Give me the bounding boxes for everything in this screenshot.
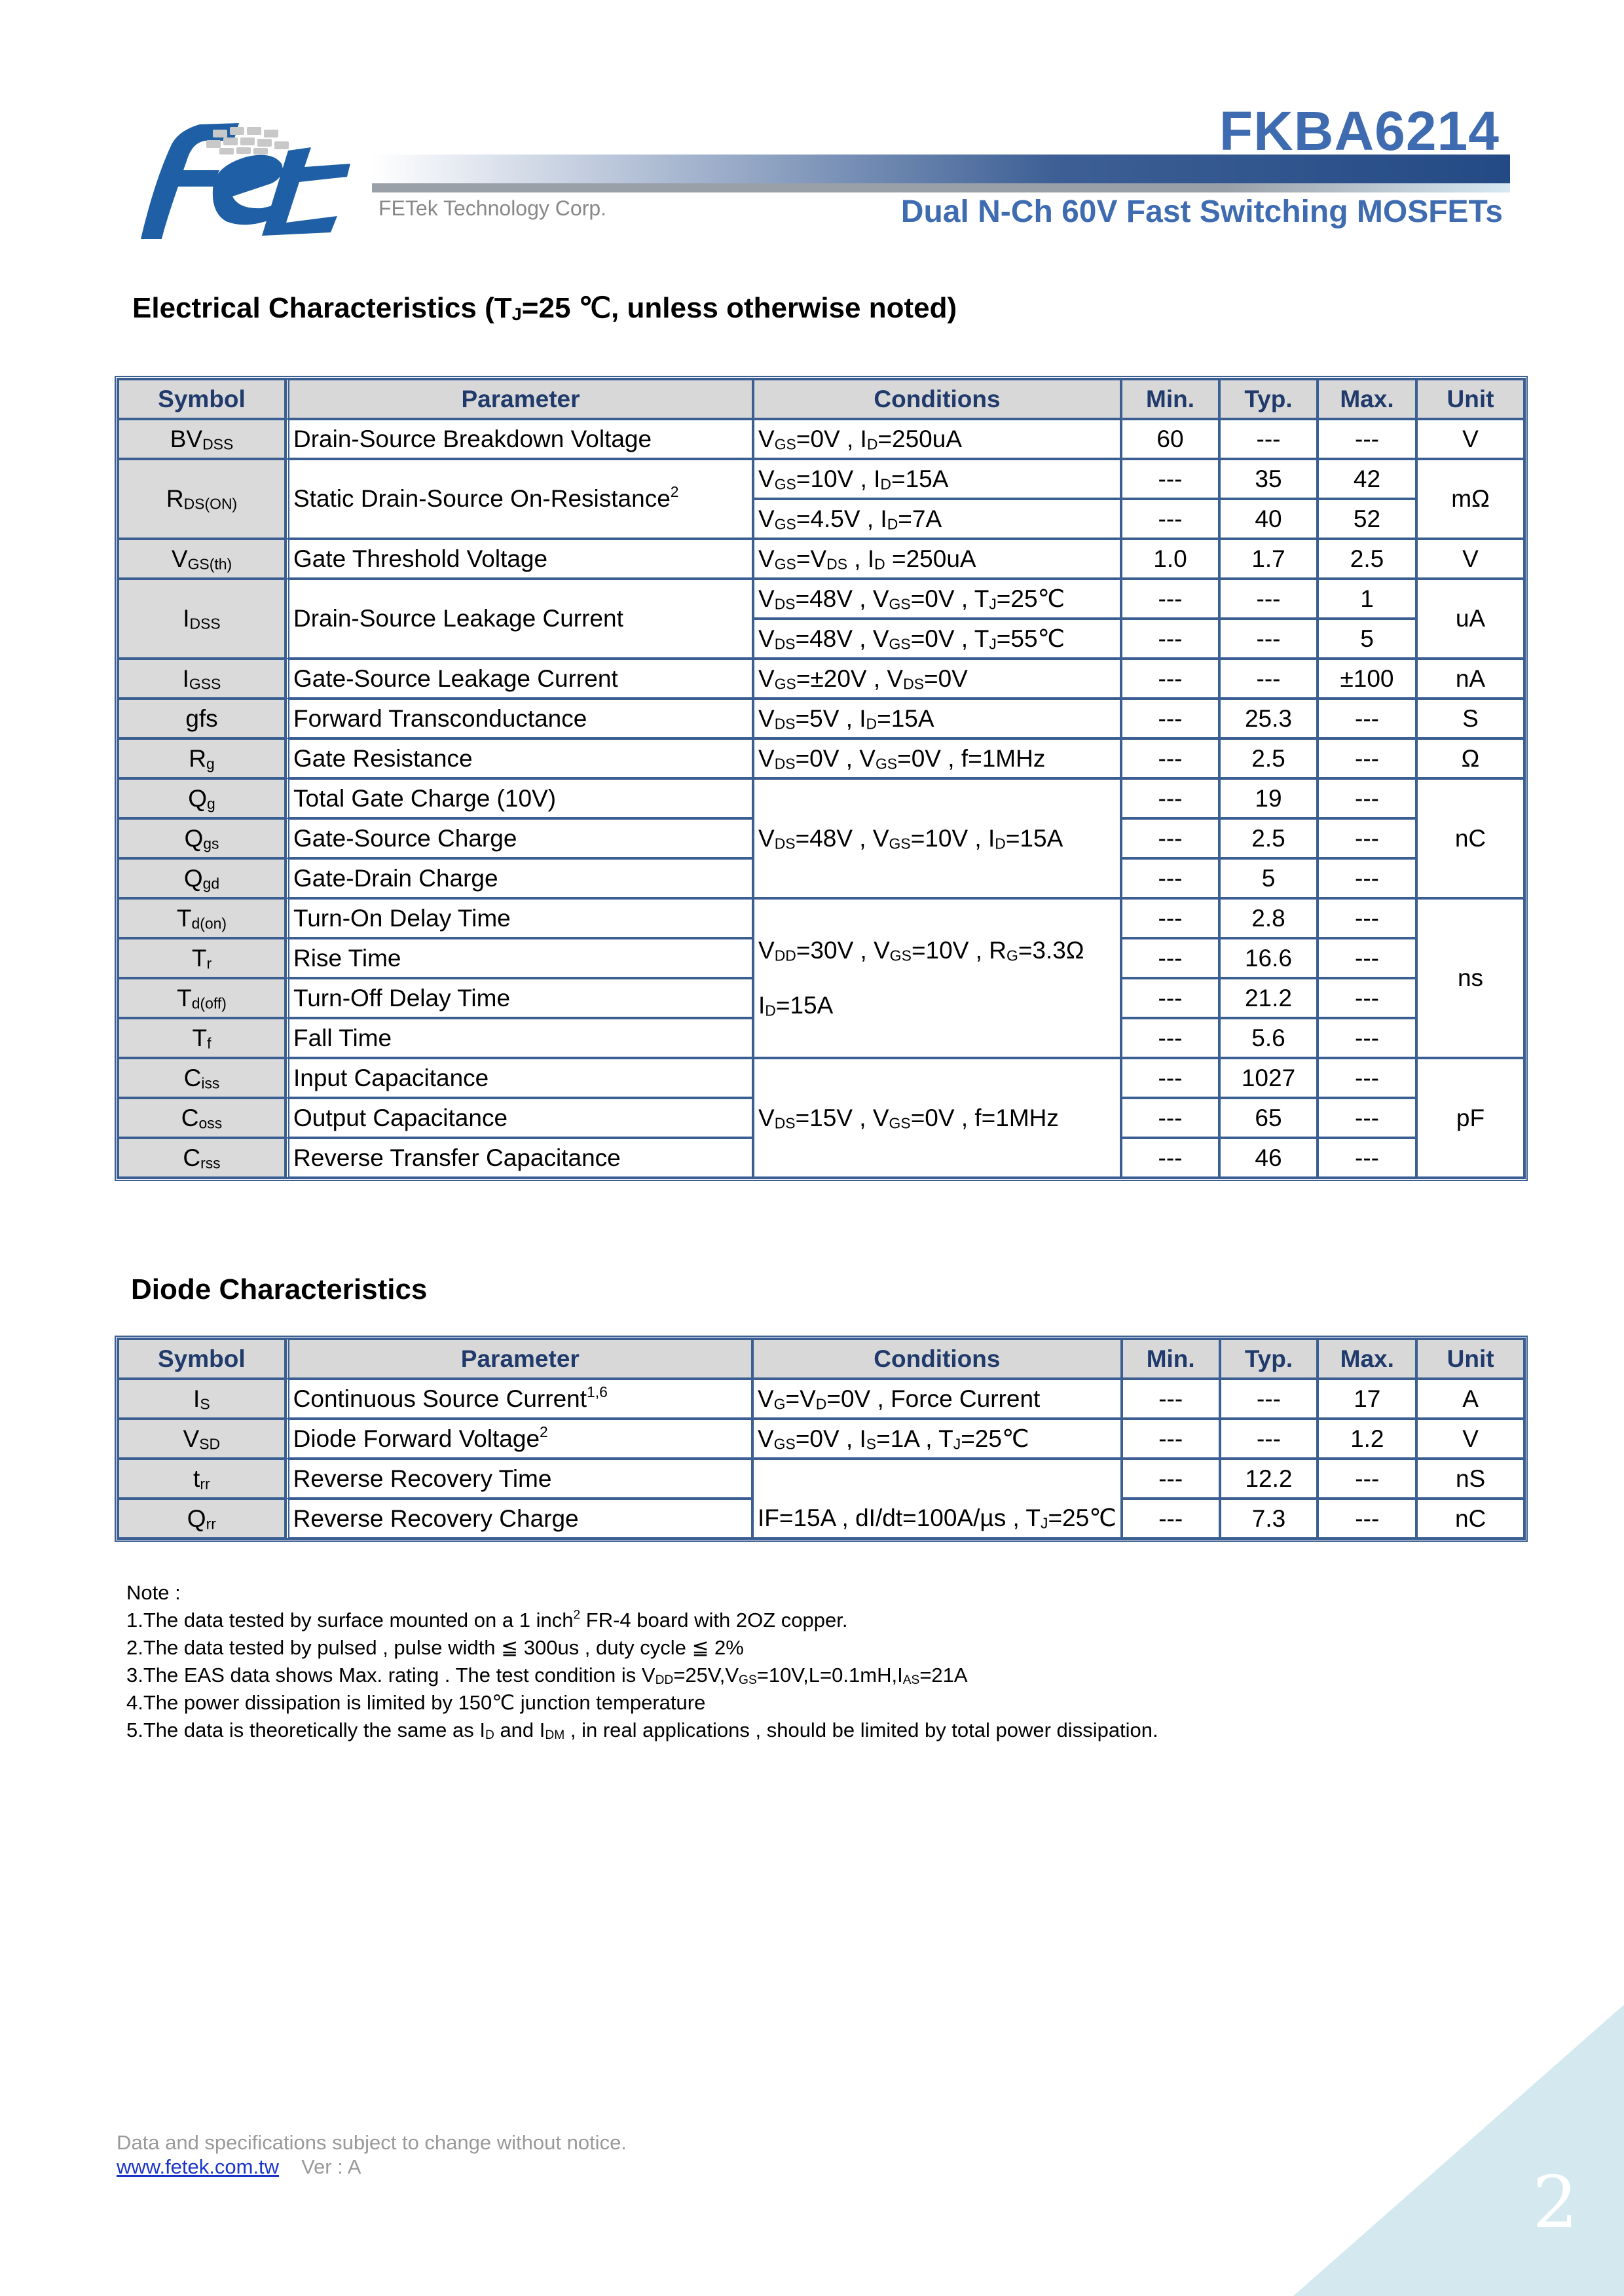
col-conditions: Conditions bbox=[753, 379, 1121, 419]
col-max: Max. bbox=[1318, 379, 1416, 419]
note-5: 5.The data is theoretically the same as $I_D$ and $I_{DM}$ , in real applications , should be limited by total power dissipation. bbox=[126, 1719, 1158, 1742]
notes-heading: Note : bbox=[126, 1581, 181, 1604]
unit-cell: ns bbox=[1416, 898, 1524, 1058]
typ-cell: 25.3 bbox=[1219, 699, 1318, 738]
typ-cell: 21.2 bbox=[1219, 978, 1318, 1018]
min-cell: --- bbox=[1121, 898, 1219, 938]
typ-cell: 12.2 bbox=[1220, 1459, 1318, 1499]
conditions-cell: $V_G=V_D=0V$ , Force Current bbox=[752, 1379, 1122, 1419]
parameter-cell: Gate Resistance bbox=[286, 738, 753, 778]
max-cell: 2.5 bbox=[1318, 539, 1416, 579]
table-row bbox=[118, 1058, 1524, 1098]
table-row bbox=[118, 1379, 1524, 1419]
unit-cell: nC bbox=[1416, 778, 1524, 898]
conditions-cell: $V_{GS}=0V$ , $I_D=250uA$ bbox=[753, 419, 1121, 459]
max-cell: --- bbox=[1318, 699, 1416, 738]
table-header-row bbox=[118, 1339, 1524, 1379]
max-cell: 17 bbox=[1318, 1379, 1416, 1419]
conditions-cell: IF=15A , dI/dt=100A/µs , $T_J=25℃$ bbox=[752, 1459, 1122, 1539]
parameter-cell: Drain-Source Breakdown Voltage bbox=[286, 419, 753, 459]
electrical-characteristics-table bbox=[115, 376, 1528, 1181]
max-cell: --- bbox=[1318, 818, 1416, 858]
max-cell: ±100 bbox=[1318, 659, 1416, 699]
corner-triangle-decoration bbox=[1293, 2005, 1624, 2296]
conditions-cell: $V_{DS}=48V$ , $V_{GS}=0V$ , $T_J=55℃$ bbox=[753, 619, 1121, 659]
min-cell: --- bbox=[1121, 778, 1219, 818]
min-cell: --- bbox=[1121, 459, 1219, 499]
symbol-cell: $V_{SD}$ bbox=[118, 1419, 286, 1459]
conditions-cell: $V_{GS}=0V$ , $I_S=1A$ , $T_J=25℃$ bbox=[752, 1419, 1122, 1459]
parameter-cell: Reverse Transfer Capacitance bbox=[286, 1138, 753, 1178]
max-cell: --- bbox=[1318, 1098, 1416, 1138]
electrical-section-title: Electrical Characteristics ($T_J=25$ ℃, unless otherwise noted) bbox=[132, 292, 957, 325]
typ-cell: --- bbox=[1220, 1419, 1318, 1459]
parameter-cell: Continuous Source Current$^{1,6}$ bbox=[286, 1379, 752, 1419]
col-conditions: Conditions bbox=[752, 1339, 1122, 1379]
max-cell: --- bbox=[1318, 898, 1416, 938]
conditions-cell: $V_{DS}=48V$ , $V_{GS}=10V$ , $I_D=15A$ bbox=[753, 778, 1121, 898]
max-cell: 42 bbox=[1318, 459, 1416, 499]
website-link[interactable]: www.fetek.com.tw bbox=[117, 2155, 280, 2178]
table-row bbox=[118, 898, 1524, 938]
table-row bbox=[118, 1459, 1524, 1499]
part-number: FKBA6214 bbox=[1219, 100, 1500, 162]
unit-cell: A bbox=[1416, 1379, 1524, 1419]
table-row bbox=[118, 699, 1524, 738]
symbol-cell: $I_{DSS}$ bbox=[118, 579, 286, 659]
typ-cell: 1027 bbox=[1219, 1058, 1318, 1098]
typ-cell: 1.7 bbox=[1219, 539, 1318, 579]
col-min: Min. bbox=[1122, 1339, 1220, 1379]
parameter-cell: Reverse Recovery Charge bbox=[286, 1499, 752, 1539]
parameter-cell: Drain-Source Leakage Current bbox=[286, 579, 753, 659]
page-number: 2 bbox=[1532, 2160, 1578, 2244]
parameter-cell: Turn-Off Delay Time bbox=[286, 978, 753, 1018]
max-cell: --- bbox=[1318, 858, 1416, 898]
col-parameter: Parameter bbox=[286, 379, 753, 419]
table-row bbox=[118, 659, 1524, 699]
min-cell: --- bbox=[1121, 1058, 1219, 1098]
table-row bbox=[118, 579, 1524, 619]
notes-block bbox=[126, 1579, 1158, 1744]
version-label: Ver : A bbox=[301, 2155, 361, 2178]
unit-cell: Ω bbox=[1416, 738, 1524, 778]
col-unit: Unit bbox=[1416, 1339, 1524, 1379]
company-name: FETek Technology Corp. bbox=[378, 196, 607, 220]
max-cell: --- bbox=[1318, 778, 1416, 818]
conditions-cell: $V_{GS}=\pm 20V$ , $V_{DS}=0V$ bbox=[753, 659, 1121, 699]
max-cell: --- bbox=[1318, 738, 1416, 778]
unit-cell: pF bbox=[1416, 1058, 1524, 1178]
symbol-cell: $I_{GSS}$ bbox=[118, 659, 286, 699]
parameter-cell: Gate-Source Charge bbox=[286, 818, 753, 858]
conditions-cell: $V_{GS}=V_{DS}$ , $I_D =250uA$ bbox=[753, 539, 1121, 579]
col-typ: Typ. bbox=[1220, 1339, 1318, 1379]
parameter-cell: Total Gate Charge (10V) bbox=[286, 778, 753, 818]
typ-cell: 40 bbox=[1219, 499, 1318, 539]
unit-cell: S bbox=[1416, 699, 1524, 738]
parameter-cell: Output Capacitance bbox=[286, 1098, 753, 1138]
symbol-cell: $T_r$ bbox=[118, 938, 286, 978]
min-cell: --- bbox=[1121, 499, 1219, 539]
symbol-cell: $C_{iss}$ bbox=[118, 1058, 286, 1098]
symbol-cell: $C_{oss}$ bbox=[118, 1098, 286, 1138]
unit-cell: nS bbox=[1416, 1459, 1524, 1499]
min-cell: --- bbox=[1122, 1499, 1220, 1539]
max-cell: --- bbox=[1318, 1499, 1416, 1539]
min-cell: 1.0 bbox=[1121, 539, 1219, 579]
parameter-cell: Forward Transconductance bbox=[286, 699, 753, 738]
max-cell: --- bbox=[1318, 1058, 1416, 1098]
min-cell: --- bbox=[1121, 1018, 1219, 1058]
max-cell: 1 bbox=[1318, 579, 1416, 619]
note-4: 4.The power dissipation is limited by 150℃ junction temperature bbox=[126, 1691, 706, 1714]
conditions-cell: $V_{DS}=48V$ , $V_{GS}=0V$ , $T_J=25℃$ bbox=[753, 579, 1121, 619]
max-cell: --- bbox=[1318, 938, 1416, 978]
parameter-cell: Static Drain-Source On-Resistance$^2$ bbox=[286, 459, 753, 539]
conditions-cell: $V_{DD}=30V$ , $V_{GS}=10V$ , $R_G=3.3\Omega$ $I_D=15A$ bbox=[753, 898, 1121, 1058]
col-unit: Unit bbox=[1416, 379, 1524, 419]
symbol-cell: $R_g$ bbox=[118, 738, 286, 778]
unit-cell: uA bbox=[1416, 579, 1524, 659]
typ-cell: 7.3 bbox=[1220, 1499, 1318, 1539]
footer-disclaimer: Data and specifications subject to change without notice. bbox=[117, 2131, 627, 2154]
table-row bbox=[118, 1419, 1524, 1459]
symbol-cell: $BV_{DSS}$ bbox=[118, 419, 286, 459]
symbol-cell: $t_{rr}$ bbox=[118, 1459, 286, 1499]
typ-cell: 65 bbox=[1219, 1098, 1318, 1138]
min-cell: 60 bbox=[1121, 419, 1219, 459]
max-cell: --- bbox=[1318, 1138, 1416, 1178]
typ-cell: 16.6 bbox=[1219, 938, 1318, 978]
symbol-cell: $Q_{gd}$ bbox=[118, 858, 286, 898]
note-2: 2.The data tested by pulsed , pulse width ≦ 300us , duty cycle ≦ 2% bbox=[126, 1636, 744, 1659]
min-cell: --- bbox=[1121, 659, 1219, 699]
min-cell: --- bbox=[1122, 1379, 1220, 1419]
typ-cell: 2.5 bbox=[1219, 738, 1318, 778]
unit-cell: nA bbox=[1416, 659, 1524, 699]
max-cell: --- bbox=[1318, 1459, 1416, 1499]
table-row bbox=[118, 738, 1524, 778]
unit-cell: mΩ bbox=[1416, 459, 1524, 539]
header-gray-line bbox=[372, 183, 1510, 192]
max-cell: 1.2 bbox=[1318, 1419, 1416, 1459]
parameter-cell: Input Capacitance bbox=[286, 1058, 753, 1098]
col-typ: Typ. bbox=[1219, 379, 1318, 419]
col-max: Max. bbox=[1318, 1339, 1416, 1379]
typ-cell: 5.6 bbox=[1219, 1018, 1318, 1058]
table-row bbox=[118, 778, 1524, 818]
unit-cell: V bbox=[1416, 419, 1524, 459]
parameter-cell: Rise Time bbox=[286, 938, 753, 978]
min-cell: --- bbox=[1121, 1138, 1219, 1178]
table-row bbox=[118, 419, 1524, 459]
diode-section-title: Diode Characteristics bbox=[131, 1273, 428, 1305]
min-cell: --- bbox=[1121, 1098, 1219, 1138]
footer-url-version bbox=[117, 2155, 361, 2179]
conditions-cell: $V_{GS}=10V$ , $I_D=15A$ bbox=[753, 459, 1121, 499]
product-subtitle: Dual N-Ch 60V Fast Switching MOSFETs bbox=[900, 194, 1503, 229]
min-cell: --- bbox=[1122, 1419, 1220, 1459]
typ-cell: 35 bbox=[1219, 459, 1318, 499]
parameter-cell: Turn-On Delay Time bbox=[286, 898, 753, 938]
note-1: 1.The data tested by surface mounted on a 1 inch$^2$ FR-4 board with 2OZ copper. bbox=[126, 1608, 848, 1631]
diode-characteristics-table bbox=[115, 1336, 1528, 1542]
symbol-cell: $T_{d(off)}$ bbox=[118, 978, 286, 1018]
typ-cell: --- bbox=[1219, 419, 1318, 459]
max-cell: --- bbox=[1318, 419, 1416, 459]
max-cell: 5 bbox=[1318, 619, 1416, 659]
parameter-cell: Gate-Drain Charge bbox=[286, 858, 753, 898]
symbol-cell: $Q_{rr}$ bbox=[118, 1499, 286, 1539]
typ-cell: 19 bbox=[1219, 778, 1318, 818]
symbol-cell: $I_S$ bbox=[118, 1379, 286, 1419]
typ-cell: --- bbox=[1220, 1379, 1318, 1419]
min-cell: --- bbox=[1121, 738, 1219, 778]
parameter-cell: Fall Time bbox=[286, 1018, 753, 1058]
min-cell: --- bbox=[1121, 699, 1219, 738]
table-row bbox=[118, 459, 1524, 499]
table-header-row bbox=[118, 379, 1524, 419]
max-cell: --- bbox=[1318, 978, 1416, 1018]
unit-cell: nC bbox=[1416, 1499, 1524, 1539]
max-cell: 52 bbox=[1318, 499, 1416, 539]
symbol-cell: $R_{DS(ON)}$ bbox=[118, 459, 286, 539]
max-cell: --- bbox=[1318, 1018, 1416, 1058]
conditions-cell: $V_{DS}=15V$ , $V_{GS}=0V$ , f=1MHz bbox=[753, 1058, 1121, 1178]
typ-cell: 2.5 bbox=[1219, 818, 1318, 858]
conditions-cell: $V_{DS}=5V$ , $I_D=15A$ bbox=[753, 699, 1121, 738]
unit-cell: V bbox=[1416, 1419, 1524, 1459]
note-3: 3.The EAS data shows Max. rating . The test condition is $V_{DD}=25V,V_{GS}=10V,L=0.1mH,I_{AS}=21A$ bbox=[126, 1664, 968, 1687]
typ-cell: 2.8 bbox=[1219, 898, 1318, 938]
parameter-cell: Diode Forward Voltage$^2$ bbox=[286, 1419, 752, 1459]
typ-cell: --- bbox=[1219, 579, 1318, 619]
typ-cell: 5 bbox=[1219, 858, 1318, 898]
table-row bbox=[118, 539, 1524, 579]
parameter-cell: Gate-Source Leakage Current bbox=[286, 659, 753, 699]
col-min: Min. bbox=[1121, 379, 1219, 419]
symbol-cell: $T_{d(on)}$ bbox=[118, 898, 286, 938]
typ-cell: --- bbox=[1219, 619, 1318, 659]
typ-cell: --- bbox=[1219, 659, 1318, 699]
typ-cell: 46 bbox=[1219, 1138, 1318, 1178]
symbol-cell: $Q_g$ bbox=[118, 778, 286, 818]
min-cell: --- bbox=[1121, 858, 1219, 898]
min-cell: --- bbox=[1121, 938, 1219, 978]
min-cell: --- bbox=[1121, 579, 1219, 619]
parameter-cell: Gate Threshold Voltage bbox=[286, 539, 753, 579]
symbol-cell: $T_f$ bbox=[118, 1018, 286, 1058]
col-symbol: Symbol bbox=[118, 1339, 286, 1379]
symbol-cell: $C_{rss}$ bbox=[118, 1138, 286, 1178]
min-cell: --- bbox=[1121, 818, 1219, 858]
symbol-cell: $Q_{gs}$ bbox=[118, 818, 286, 858]
min-cell: --- bbox=[1121, 619, 1219, 659]
min-cell: --- bbox=[1121, 978, 1219, 1018]
parameter-cell: Reverse Recovery Time bbox=[286, 1459, 752, 1499]
unit-cell: V bbox=[1416, 539, 1524, 579]
symbol-cell: $V_{GS(th)}$ bbox=[118, 539, 286, 579]
col-parameter: Parameter bbox=[286, 1339, 752, 1379]
col-symbol: Symbol bbox=[118, 379, 286, 419]
symbol-cell: gfs bbox=[118, 699, 286, 738]
min-cell: --- bbox=[1122, 1459, 1220, 1499]
conditions-cell: $V_{DS}=0V$ , $V_{GS}=0V$ , f=1MHz bbox=[753, 738, 1121, 778]
fetek-logo bbox=[115, 111, 354, 249]
conditions-cell: $V_{GS}=4.5V$ , $I_D=7A$ bbox=[753, 499, 1121, 539]
